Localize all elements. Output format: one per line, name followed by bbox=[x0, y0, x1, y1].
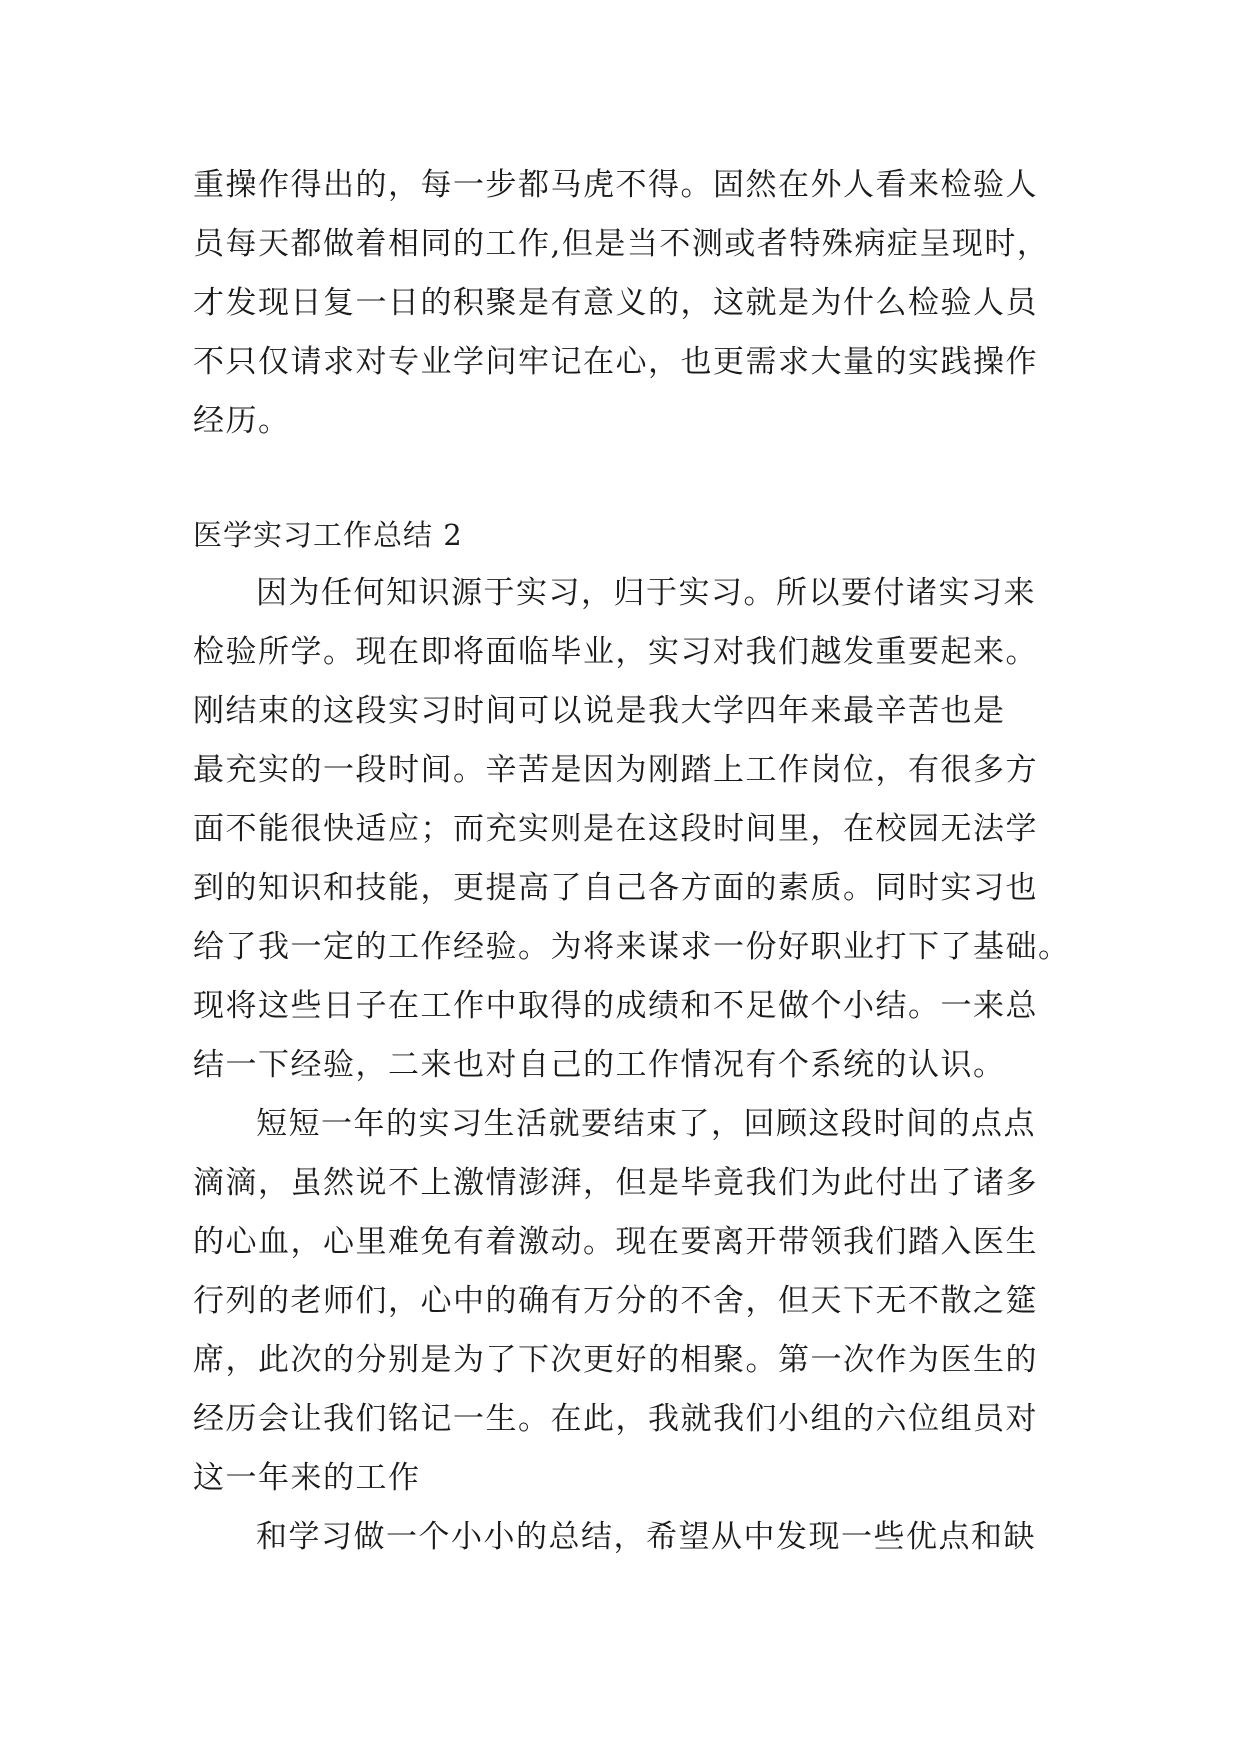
text-line: 才发现日复一日的积聚是有意义的，这就是为什么检验人员 bbox=[193, 285, 1038, 321]
text-line: 不只仅请求对专业学问牢记在心，也更需求大量的实践操作 bbox=[193, 344, 1038, 380]
text-line: 这一年来的工作 bbox=[193, 1460, 421, 1496]
text-line: 检验所学。现在即将面临毕业，实习对我们越发重要起来。 bbox=[193, 634, 1038, 670]
text-line: 结一下经验，二来也对自己的工作情况有个系统的认识。 bbox=[193, 1047, 1006, 1083]
text-line: 和学习做一个小小的总结，希望从中发现一些优点和缺 bbox=[256, 1519, 1036, 1555]
text-line: 席，此次的分别是为了下次更好的相聚。第一次作为医生的 bbox=[193, 1342, 1038, 1378]
text-line: 最充实的一段时间。辛苦是因为刚踏上工作岗位，有很多方 bbox=[193, 752, 1038, 788]
text-line: 员每天都做着相同的工作,但是当不测或者特殊病症呈现时， bbox=[193, 226, 1050, 262]
text-line: 滴滴，虽然说不上激情澎湃，但是毕竟我们为此付出了诸多 bbox=[193, 1165, 1038, 1201]
section-heading: 医学实习工作总结 2 bbox=[193, 518, 463, 552]
text-line: 的心血，心里难免有着激动。现在要离开带领我们踏入医生 bbox=[193, 1224, 1038, 1260]
text-line: 刚结束的这段实习时间可以说是我大学四年来最辛苦也是 bbox=[193, 693, 1006, 729]
text-line: 到的知识和技能，更提高了自己各方面的素质。同时实习也 bbox=[193, 870, 1038, 906]
text-line: 因为任何知识源于实习，归于实习。所以要付诸实习来 bbox=[256, 575, 1036, 611]
text-line: 行列的老师们，心中的确有万分的不舍，但天下无不散之筵 bbox=[193, 1283, 1038, 1319]
text-line: 面不能很快适应；而充实则是在这段时间里，在校园无法学 bbox=[193, 811, 1038, 847]
text-line: 经历。 bbox=[193, 403, 291, 439]
text-line: 现将这些日子在工作中取得的成绩和不足做个小结。一来总 bbox=[193, 988, 1038, 1024]
text-line: 重操作得出的，每一步都马虎不得。固然在外人看来检验人 bbox=[193, 167, 1038, 203]
text-line: 经历会让我们铭记一生。在此，我就我们小组的六位组员对 bbox=[193, 1401, 1038, 1437]
text-line: 短短一年的实习生活就要结束了，回顾这段时间的点点 bbox=[256, 1106, 1036, 1142]
text-line: 给了我一定的工作经验。为将来谋求一份好职业打下了基础。 bbox=[193, 929, 1071, 965]
